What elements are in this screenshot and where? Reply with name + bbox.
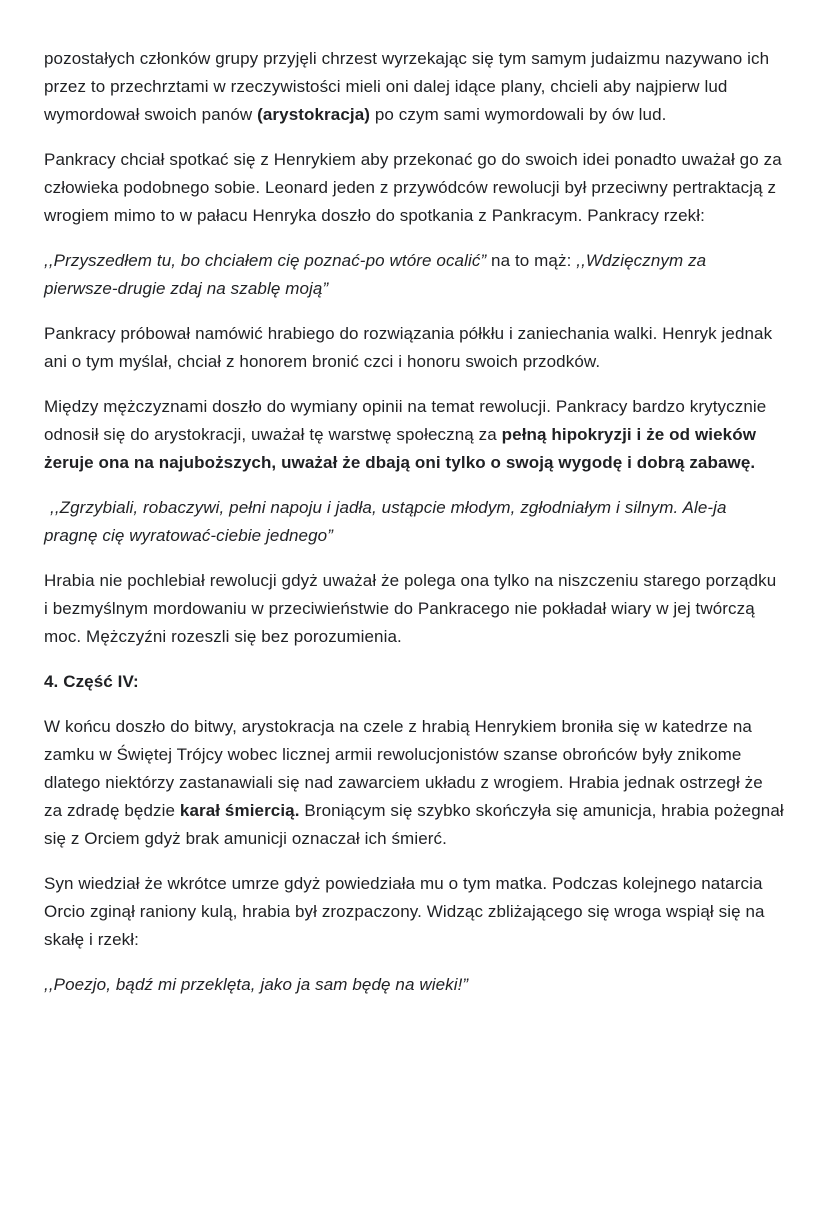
- paragraph-1: [44, 45, 784, 129]
- text-run: Syn wiedział że wkrótce umrze gdyż powiedziała mu o tym matka. Podczas kolejnego natarcia Orcio zginął raniony kulą, hrabia był zrozpaczony. Widząc zbliżającego się wroga wspiął się na skałę i rzekł:: [44, 874, 765, 949]
- italic-quote-run: ,,Wdzięcznym za pierwsze-drugie zdaj na szablę moją”: [44, 251, 707, 298]
- text-run: W końcu doszło do bitwy, arystokracja na czele z hrabią Henrykiem broniła się w katedrze na zamku w Świętej Trójcy wobec licznej armii rewolucjonistów szanse obrońców były znikome dlatego niektórzy zastanawiali się nad zawarciem układu z wrogiem. Hrabia jednak ostrzegł że za zdradę będzie: [44, 717, 763, 820]
- bold-run: karał śmiercią.: [179, 801, 300, 820]
- text-run: Między mężczyznami doszło do wymiany opinii na temat rewolucji. Pankracy bardzo krytycznie odnosił się do arystokracji, uważał tę warstwę społeczną za: [44, 397, 767, 444]
- text-run: pozostałych członków grupy przyjęli chrzest wyrzekając się tym samym judaizmu nazywano ich przez to przechrztami w rzeczywistości mieli oni dalej idące plany, chcieli aby najpierw lud wymordował swoich panów: [44, 49, 770, 124]
- bold-run: (arystokracja): [257, 105, 371, 124]
- bold-run: pełną hipokryzji i że od wieków żeruje ona na najuboższych, uważał że dbają oni tylko o swoją wygodę i dobrą zabawę.: [44, 425, 757, 472]
- section-heading-part-4: [44, 668, 784, 696]
- text-run: po czym sami wymordowali by ów lud.: [370, 105, 667, 124]
- italic-quote-run: ,,Poezjo, bądź mi przeklęta, jako ja sam będę na wieki!”: [44, 975, 469, 994]
- paragraph-10-quote: [44, 971, 784, 999]
- italic-quote-run: ,,Przyszedłem tu, bo chciałem cię poznać-po wtóre ocalić”: [44, 251, 487, 270]
- paragraph-5: [44, 393, 784, 477]
- paragraph-9: [44, 870, 784, 954]
- heading-text: 4. Część IV:: [44, 672, 139, 691]
- text-run: Pankracy chciał spotkać się z Henrykiem aby przekonać go do swoich idei ponadto uważał go za człowieka podobnego sobie. Leonard jeden z przywódców rewolucji był przeciwny pertraktacją z wrogiem mimo to w pałacu Henryka doszło do spotkania z Pankracym. Pankracy rzekł:: [44, 150, 782, 225]
- text-run: Pankracy próbował namówić hrabiego do rozwiązania półkłu i zaniechania walki. Henryk jednak ani o tym myślał, chciał z honorem bronić czci i honoru swoich przodków.: [44, 324, 773, 371]
- paragraph-7: [44, 567, 784, 651]
- text-run: Broniącym się szybko skończyła się amunicja, hrabia pożegnał się z Orciem gdyż brak amunicji oznaczał ich śmierć.: [44, 801, 784, 848]
- paragraph-8: [44, 713, 784, 853]
- italic-quote-run: ,,Zgrzybiali, robaczywi, pełni napoju i jadła, ustąpcie młodym, zgłodniałym i silnym. Ale-ja pragnę cię wyratować-ciebie jednego”: [44, 498, 727, 545]
- paragraph-2: [44, 146, 784, 230]
- paragraph-6-quote: [44, 494, 784, 550]
- paragraph-3-quote: [44, 247, 784, 303]
- text-run: na to mąż:: [486, 251, 577, 270]
- paragraph-4: [44, 320, 784, 376]
- text-run: Hrabia nie pochlebiał rewolucji gdyż uważał że polega ona tylko na niszczeniu starego porządku i bezmyślnym mordowaniu w przeciwieństwie do Pankracego nie pokładał wiary w jej twórczą moc. Mężczyźni rozeszli się bez porozumienia.: [44, 571, 777, 646]
